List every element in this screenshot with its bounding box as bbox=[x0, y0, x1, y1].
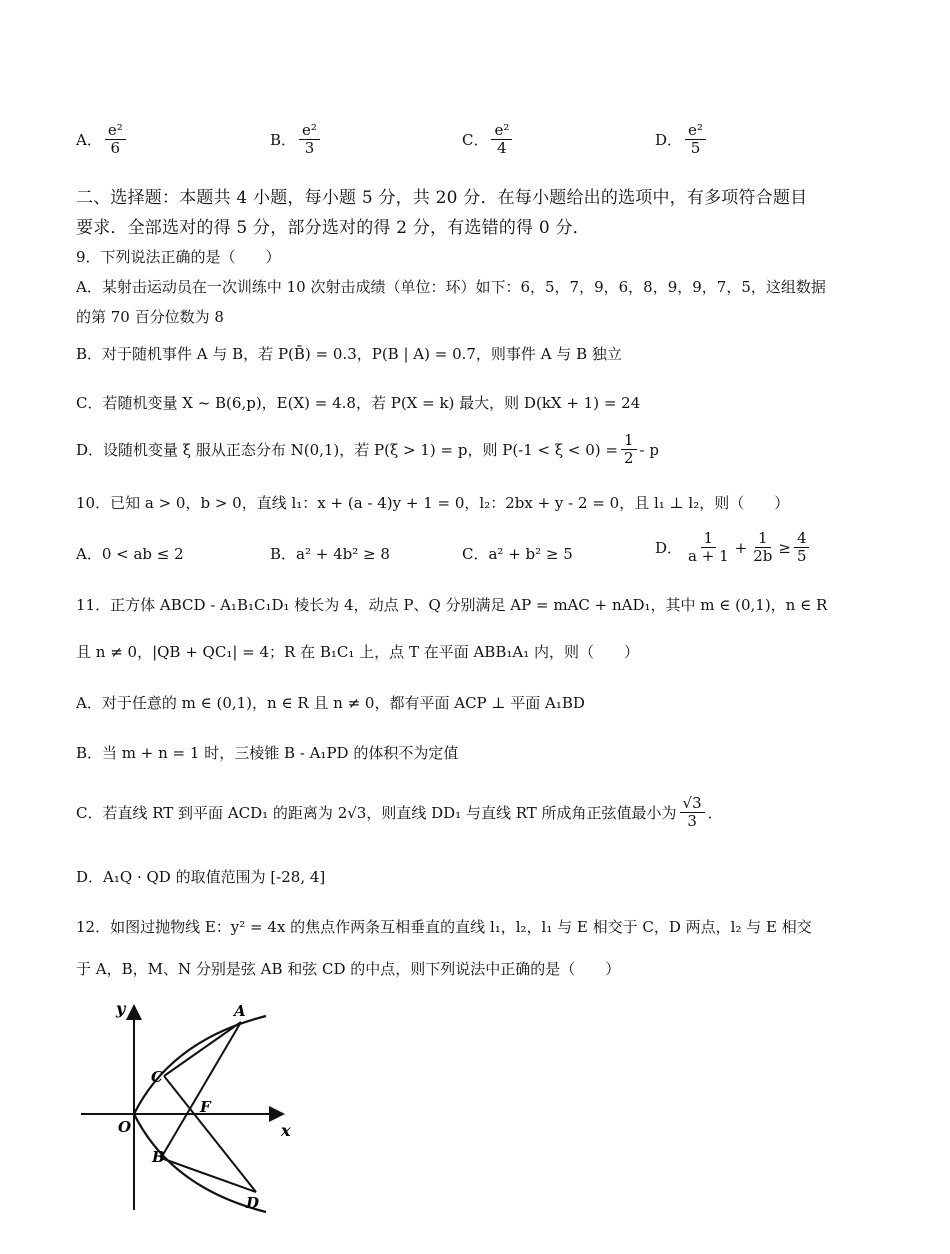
q10-option-c: C．a² + b² ≥ 5 bbox=[462, 545, 573, 563]
q11-stem-line-1: 11．正方体 ABCD - A₁B₁C₁D₁ 棱长为 4，动点 P、Q 分别满足 AP = mAC + nAD₁，其中 m ∈ (0,1)，n ∈ R bbox=[76, 596, 828, 614]
parabola-figure bbox=[76, 1000, 306, 1215]
q10-stem: 10．已知 a > 0，b > 0，直线 l₁：x + (a - 4)y + 1 = 0，l₂：2bx + y - 2 = 0，且 l₁ ⊥ l₂，则（ ） bbox=[76, 494, 790, 512]
option-d-label: D． bbox=[655, 131, 683, 150]
option-c-fraction bbox=[491, 122, 512, 158]
q10-option-d-ge: ≥ bbox=[778, 538, 791, 557]
q9-option-d-text: D．设随机变量 ξ 服从正态分布 N(0,1)，若 P(ξ > 1) = p，则 P(-1 < ξ < 0) = bbox=[76, 441, 618, 460]
point-b-label: B bbox=[152, 1148, 165, 1166]
q10-option-a: A．0 < ab ≤ 2 bbox=[76, 545, 184, 563]
q11-option-c-text: C．若直线 RT 到平面 ACD₁ 的距离为 2√3，则直线 DD₁ 与直线 RT 所成角正弦值最小为 bbox=[76, 804, 677, 823]
segment-ac bbox=[164, 1022, 241, 1076]
option-a-numerator: e² bbox=[105, 122, 126, 140]
q12-stem-line-2: 于 A，B，M、N 分别是弦 AB 和弦 CD 的中点，则下列说法中正确的是（ ） bbox=[76, 960, 621, 978]
section-heading-line-2: 要求．全部选对的得 5 分，部分选对的得 2 分，有选错的得 0 分． bbox=[76, 218, 590, 238]
point-o-label: O bbox=[118, 1118, 132, 1136]
q9-option-d bbox=[76, 432, 659, 468]
q9-option-c: C．若随机变量 X ~ B(6,p)，E(X) = 4.8，若 P(X = k) 最大，则 D(kX + 1) = 24 bbox=[76, 394, 641, 412]
point-c-label: C bbox=[151, 1068, 163, 1086]
q11-option-c-numerator: √3 bbox=[680, 795, 705, 813]
option-b-fraction bbox=[299, 122, 320, 158]
option-d bbox=[655, 122, 709, 158]
q9-option-d-fraction bbox=[621, 432, 637, 468]
option-d-denominator: 5 bbox=[690, 139, 701, 158]
q11-stem-line-2: 且 n ≠ 0，|QB + QC₁| = 4；R 在 B₁C₁ 上，点 T 在平面 ABB₁A₁ 内，则（ ） bbox=[76, 643, 639, 661]
q11-option-c-denominator: 3 bbox=[687, 812, 697, 831]
option-c bbox=[462, 122, 515, 158]
option-b-denominator: 3 bbox=[304, 139, 315, 158]
q10-option-b: B．a² + 4b² ≥ 8 bbox=[270, 545, 390, 563]
x-axis-label: x bbox=[281, 1121, 291, 1140]
q10-d-f1-num: 1 bbox=[701, 530, 717, 548]
q11-option-d: D．A₁Q · QD 的取值范围为 [-28, 4] bbox=[76, 868, 326, 886]
q9-option-a-line-2: 的第 70 百分位数为 8 bbox=[76, 308, 224, 326]
point-d-label: D bbox=[246, 1194, 260, 1212]
q10-d-f2-num: 1 bbox=[755, 530, 771, 548]
q9-stem: 9．下列说法正确的是（ ） bbox=[76, 248, 281, 266]
q10-d-f2-den: 2b bbox=[753, 547, 773, 566]
option-b-label: B． bbox=[270, 131, 297, 150]
q9-option-a-line-1: A．某射击运动员在一次训练中 10 次射击成绩（单位：环）如下：6，5，7，9，6，8，9，9，7，5，这组数据 bbox=[76, 278, 826, 296]
q10-option-d-fraction-3 bbox=[794, 530, 810, 566]
q10-d-f3-num: 4 bbox=[794, 530, 810, 548]
q10-option-d bbox=[655, 530, 812, 566]
option-b-numerator: e² bbox=[299, 122, 320, 140]
q9-option-d-numerator: 1 bbox=[621, 432, 637, 450]
q12-stem-line-1: 12．如图过抛物线 E：y² = 4x 的焦点作两条互相垂直的直线 l₁，l₂，l₁ 与 E 相交于 C，D 两点，l₂ 与 E 相交 bbox=[76, 918, 812, 936]
option-c-denominator: 4 bbox=[497, 139, 507, 158]
option-c-label: C． bbox=[462, 131, 489, 150]
q9-option-d-denominator: 2 bbox=[624, 449, 634, 468]
option-a-label: A． bbox=[76, 131, 102, 150]
q10-d-f3-den: 5 bbox=[796, 547, 807, 566]
option-d-numerator: e² bbox=[685, 122, 706, 140]
q11-option-c-fraction bbox=[680, 795, 705, 831]
q10-d-f1-den: a + 1 bbox=[688, 547, 729, 566]
q10-option-d-fraction-1 bbox=[685, 530, 732, 566]
q11-option-c bbox=[76, 795, 723, 831]
q9-option-b: B．对于随机事件 A 与 B，若 P(B̄) = 0.3，P(B | A) = 0.7，则事件 A 与 B 独立 bbox=[76, 345, 622, 363]
q10-option-d-plus: + bbox=[734, 538, 748, 557]
q9-option-d-tail: - p bbox=[639, 440, 659, 459]
option-d-fraction bbox=[685, 122, 706, 158]
q10-option-d-fraction-2 bbox=[750, 530, 775, 566]
option-a-fraction bbox=[105, 122, 126, 158]
q10-option-d-label: D． bbox=[655, 539, 683, 558]
point-a-label: A bbox=[234, 1002, 246, 1020]
y-axis-label: y bbox=[116, 1000, 126, 1018]
option-c-numerator: e² bbox=[491, 122, 512, 140]
option-a bbox=[76, 122, 129, 158]
option-a-denominator: 6 bbox=[110, 139, 121, 158]
q11-option-c-end: ． bbox=[707, 804, 723, 823]
point-f-label: F bbox=[200, 1098, 211, 1116]
q11-option-a: A．对于任意的 m ∈ (0,1)，n ∈ R 且 n ≠ 0，都有平面 ACP ⊥ 平面 A₁BD bbox=[76, 694, 585, 712]
q11-option-b: B．当 m + n = 1 时，三棱锥 B - A₁PD 的体积不为定值 bbox=[76, 744, 459, 762]
section-heading-line-1: 二、选择题：本题共 4 小题，每小题 5 分，共 20 分．在每小题给出的选项中，有多项符合题目 bbox=[76, 188, 808, 208]
option-b bbox=[270, 122, 323, 158]
